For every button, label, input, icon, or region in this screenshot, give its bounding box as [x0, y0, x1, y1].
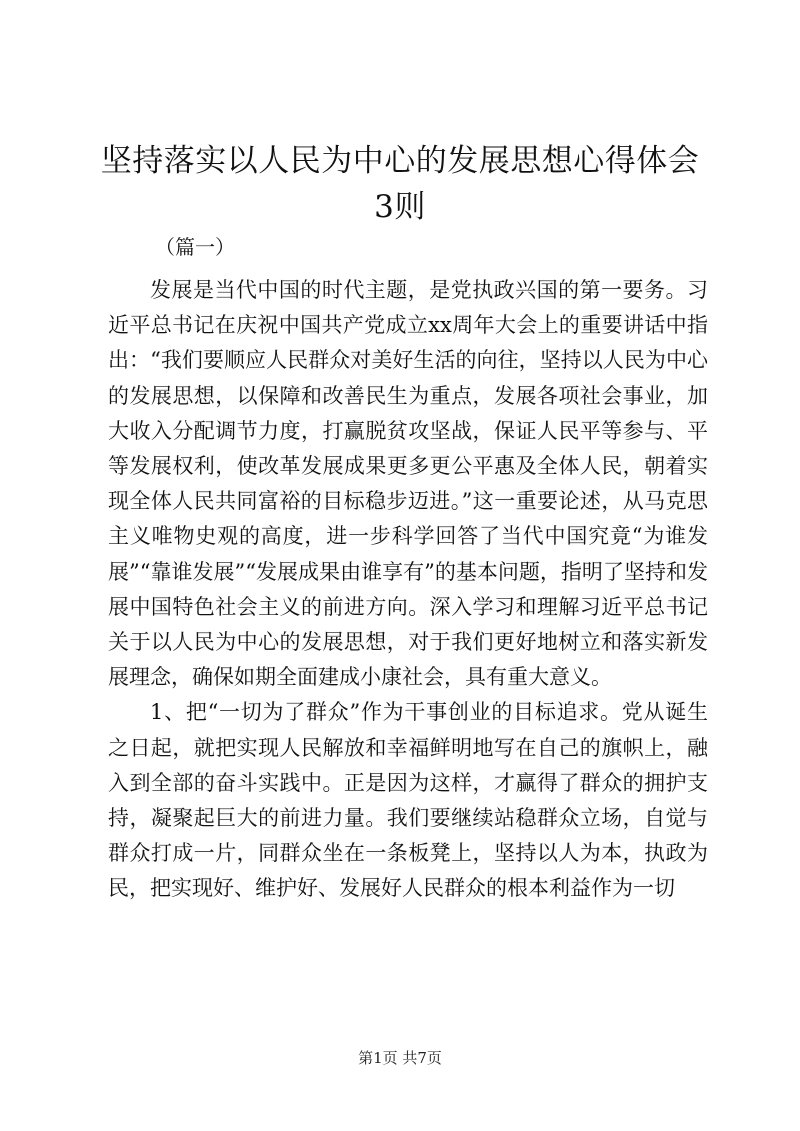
page-footer: 第1页 共7页 [358, 1049, 442, 1067]
document-title: 坚持落实以人民为中心的发展思想心得体会3则 [100, 143, 700, 225]
document-body [108, 273, 708, 907]
paragraph-intro: 发展是当代中国的时代主题，是党执政兴国的第一要务。习近平总书记在庆祝中国共产党成立xx周年大会上的重要讲话中指出：“我们要顺应人民群众对美好生活的向往，坚持以人民为中心的发展思想，以保障和改善民生为重点，发展各项社会事业，加大收入分配调节力度，打赢脱贫攻坚战，保证人民平等参与、平等发展权利，使改革发展成果更多更公平惠及全体人民，朝着实现全体人民共同富裕的目标稳步迈进。”这一重要论述，从马克思主义唯物史观的高度，进一步科学回答了当代中国究竟“为谁发展”“靠谁发展”“发展成果由谁享有”的基本问题，指明了坚持和发展中国特色社会主义的前进方向。深入学习和理解习近平总书记关于以人民为中心的发展思想，对于我们更好地树立和落实新发展理念，确保如期全面建成小康社会，具有重大意义。 [108, 278, 708, 690]
section-label: （篇一） [155, 235, 235, 259]
paragraph-point-1: 1、把“一切为了群众”作为干事创业的目标追求。党从诞生之日起，就把实现人民解放和幸福鲜明地写在自己的旗帜上，融入到全部的奋斗实践中。正是因为这样，才赢得了群众的拥护支持，凝聚起巨大的前进力量。我们要继续站稳群众立场，自觉与群众打成一片，同群众坐在一条板凳上，坚持以人为本，执政为民，把实现好、维护好、发展好人民群众的根本利益作为一切 [108, 700, 708, 901]
